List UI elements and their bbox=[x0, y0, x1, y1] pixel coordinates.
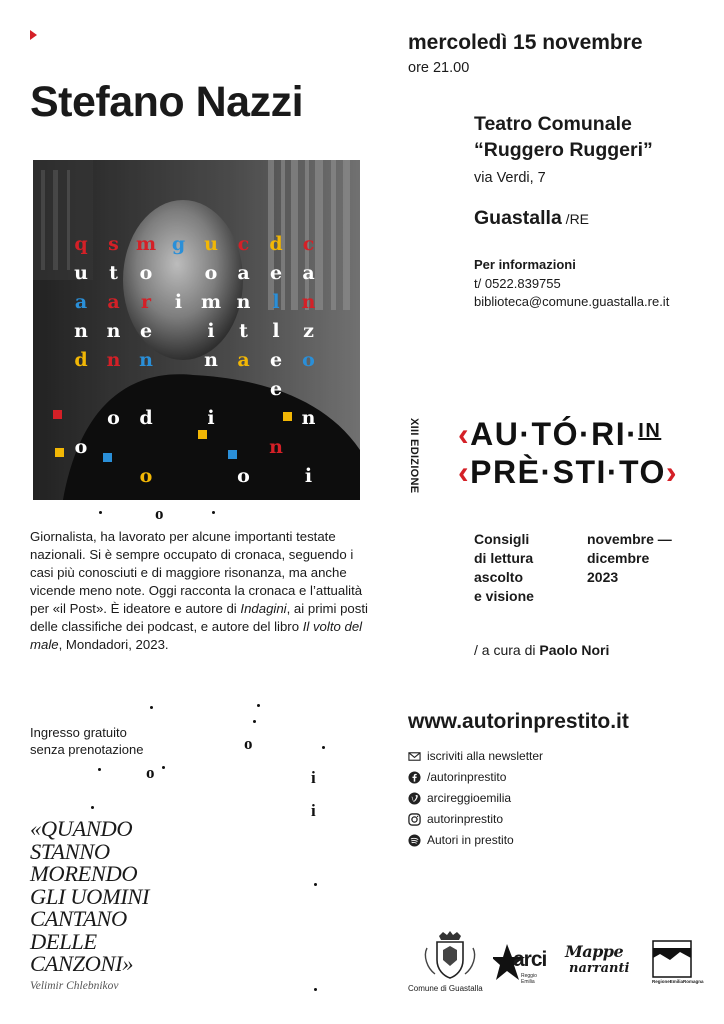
social-newsletter[interactable] bbox=[408, 749, 543, 763]
overlay-letter: d bbox=[139, 407, 153, 429]
overlay-letter: n bbox=[204, 349, 218, 371]
scatter-dot bbox=[91, 806, 94, 809]
venue-line-1: Teatro Comunale bbox=[474, 113, 632, 135]
period-line: dicembre bbox=[587, 550, 650, 566]
overlay-letter: q bbox=[74, 233, 88, 255]
festival-period bbox=[587, 530, 707, 587]
overlay-square bbox=[228, 450, 237, 459]
regione-logo-icon bbox=[652, 940, 692, 978]
sponsor-arci bbox=[493, 940, 549, 986]
overlay-letter: n bbox=[301, 291, 316, 313]
overlay-letter: z bbox=[303, 320, 314, 342]
info-phone[interactable]: t/ 0522.839755 bbox=[474, 276, 561, 291]
mappe-line-2: narranti bbox=[569, 961, 630, 976]
overlay-letter: r bbox=[140, 291, 152, 313]
overlay-letter: n bbox=[106, 349, 121, 371]
rubric-line: e visione bbox=[474, 588, 534, 604]
portrait-graphic bbox=[33, 160, 360, 500]
bio-text: Giornalista, ha lavorato per alcune importanti testate nazionali. Si è sempre occupato di cronaca, seguendo i casi più conosciuti e di maggiore risonanza, ma anche vicende meno note. Oggi racconta la cronaca e l’attualità per «il Post». È ideatore e autore di bbox=[30, 529, 363, 616]
overlay-letter: i bbox=[174, 291, 183, 313]
overlay-square bbox=[55, 448, 64, 457]
vimeo-icon bbox=[408, 792, 421, 805]
overlay-letter: t bbox=[109, 262, 118, 284]
event-date: mercoledì 15 novembre bbox=[408, 31, 643, 54]
arci-sub: Reggio Emilia bbox=[521, 973, 537, 985]
festival-rubric bbox=[474, 530, 574, 606]
scatter-dot bbox=[257, 704, 260, 707]
city-name: Guastalla bbox=[474, 207, 562, 229]
overlay-letter: o bbox=[139, 262, 153, 284]
arci-wordmark: arci bbox=[513, 948, 547, 971]
overlay-letter: m bbox=[135, 233, 157, 255]
logo-bracket-right: › bbox=[665, 454, 679, 490]
overlay-letter: l bbox=[272, 320, 280, 342]
coat-of-arms-icon bbox=[413, 930, 487, 980]
overlay-letter: g bbox=[171, 233, 186, 255]
quote-line: CANZONI» bbox=[30, 951, 134, 976]
overlay-square bbox=[198, 430, 207, 439]
logo-text-in: IN bbox=[638, 420, 662, 442]
scatter-dot bbox=[150, 706, 153, 709]
social-label: autorinprestito bbox=[427, 812, 504, 826]
overlay-letter: n bbox=[74, 320, 88, 342]
edition-label bbox=[406, 418, 420, 508]
overlay-letter: e bbox=[269, 349, 283, 371]
festival-logo-line-2 bbox=[458, 454, 678, 491]
social-label: arcireggioemilia bbox=[427, 791, 512, 805]
scatter-dot bbox=[98, 768, 101, 771]
overlay-letter: u bbox=[74, 262, 88, 284]
regione-label: RegioneEmiliaRomagna bbox=[652, 979, 704, 984]
period-line: 2023 bbox=[587, 569, 619, 585]
overlay-letter: d bbox=[74, 349, 88, 371]
overlay-letter: o bbox=[74, 436, 88, 458]
spotify-icon bbox=[408, 834, 421, 847]
scatter-letter: i bbox=[311, 768, 316, 787]
logo-bracket-left: ‹ bbox=[458, 454, 471, 490]
overlay-letter: o bbox=[302, 349, 315, 371]
mappe-line-1: Mappe bbox=[565, 942, 624, 961]
overlay-letter: a bbox=[107, 291, 120, 313]
sponsor-comune bbox=[408, 930, 487, 994]
facebook-icon bbox=[408, 771, 421, 784]
social-label: iscriviti alla newsletter bbox=[427, 749, 544, 763]
speaker-portrait bbox=[33, 160, 360, 500]
scatter-letter: o bbox=[244, 734, 253, 753]
quote-author: Velimir Chlebnikov bbox=[30, 980, 119, 992]
quote-line: MORENDO bbox=[30, 861, 138, 886]
overlay-letter: a bbox=[237, 349, 250, 371]
event-city bbox=[474, 207, 589, 230]
curator-prefix: / a cura di bbox=[474, 642, 540, 658]
scatter-dot bbox=[212, 511, 215, 514]
overlay-letter: e bbox=[269, 262, 283, 284]
scatter-letter: i bbox=[311, 801, 316, 820]
overlay-letter: e bbox=[139, 320, 153, 342]
overlay-letter: n bbox=[106, 320, 121, 342]
quote-line: GLI UOMINI bbox=[30, 883, 150, 909]
festival-curator bbox=[474, 642, 609, 658]
social-vimeo[interactable] bbox=[408, 791, 511, 805]
info-label: Per informazioni bbox=[474, 257, 576, 272]
entry-line-1: Ingresso gratuito bbox=[30, 725, 127, 740]
overlay-letter: d bbox=[269, 233, 283, 255]
overlay-letter: e bbox=[269, 378, 283, 400]
quote-line: «QUANDO bbox=[30, 816, 133, 841]
event-time: ore 21.00 bbox=[408, 60, 470, 76]
overlay-square bbox=[283, 412, 292, 421]
overlay-letter: o bbox=[204, 262, 218, 284]
overlay-letter: a bbox=[302, 262, 315, 284]
instagram-icon bbox=[408, 813, 421, 826]
logo-text-2: PRÈ·STI·TO bbox=[470, 454, 666, 490]
province: /RE bbox=[561, 211, 590, 227]
overlay-letter: o bbox=[237, 465, 250, 487]
quote-line: CANTANO bbox=[30, 906, 127, 931]
overlay-square bbox=[103, 453, 112, 462]
overlay-letter: o bbox=[139, 465, 153, 487]
info-email[interactable]: biblioteca@comune.guastalla.re.it bbox=[474, 294, 670, 309]
scatter-letter: o bbox=[146, 763, 155, 782]
logo-bracket-left: ‹ bbox=[458, 416, 471, 452]
overlay-letter: a bbox=[237, 262, 250, 284]
overlay-letter: i bbox=[304, 465, 313, 487]
social-facebook[interactable] bbox=[408, 770, 506, 784]
curator-name: Paolo Nori bbox=[539, 642, 610, 658]
overlay-letter: n bbox=[301, 407, 316, 429]
overlay-letter: n bbox=[236, 291, 251, 313]
entry-line-2: senza prenotazione bbox=[30, 742, 144, 757]
overlay-letter: n bbox=[269, 436, 283, 458]
scatter-dot bbox=[253, 720, 256, 723]
overlay-letter: s bbox=[108, 233, 119, 255]
overlay-letter: n bbox=[139, 349, 153, 371]
overlay-letter: a bbox=[74, 291, 88, 313]
bio-text-cont: , ai primi posti delle classifiche dei podcast, e autore del libro bbox=[30, 601, 368, 634]
social-label: /autorinprestito bbox=[427, 770, 507, 784]
bio-text-end: , Mondadori, 2023. bbox=[58, 637, 169, 652]
sponsor-regione bbox=[652, 940, 704, 986]
rubric-line: ascolto bbox=[474, 569, 524, 585]
logo-text-1: AU·TÓ·RI· bbox=[470, 416, 639, 452]
scatter-dot bbox=[322, 746, 325, 749]
overlay-letter: t bbox=[239, 320, 248, 342]
comune-label: Comune di Guastalla bbox=[408, 984, 483, 993]
rubric-line: Consigli bbox=[474, 531, 530, 547]
quote-line: STANNO bbox=[30, 838, 110, 864]
overlay-letter: c bbox=[302, 233, 315, 255]
quote bbox=[30, 818, 210, 976]
social-spotify[interactable] bbox=[408, 833, 514, 847]
entry-info bbox=[30, 724, 230, 758]
event-venue bbox=[474, 111, 653, 163]
scatter-letter: o bbox=[155, 504, 164, 523]
bio-book-title: Il volto del male bbox=[30, 619, 363, 652]
mail-icon bbox=[408, 750, 421, 763]
overlay-square bbox=[53, 410, 62, 419]
speaker-name: Stefano Nazzi bbox=[30, 78, 304, 126]
scatter-dot bbox=[162, 766, 165, 769]
sponsor-mappe-narranti bbox=[565, 942, 635, 986]
overlay-letter: i bbox=[207, 407, 215, 429]
website-link[interactable]: www.autorinprestito.it bbox=[408, 710, 629, 733]
period-line: novembre — bbox=[587, 531, 672, 547]
overlay-letter: c bbox=[237, 233, 250, 255]
overlay-letter: m bbox=[200, 291, 222, 313]
rubric-line: di lettura bbox=[474, 550, 534, 566]
overlay-letter: i bbox=[207, 320, 215, 342]
overlay-letter: u bbox=[204, 233, 218, 255]
edition-text: XIII EDIZIONE bbox=[408, 418, 420, 494]
scatter-dot bbox=[314, 883, 317, 886]
overlay-letter: l bbox=[272, 291, 280, 313]
venue-line-2: “Ruggero Ruggeri” bbox=[474, 139, 653, 161]
overlay-letter: o bbox=[107, 407, 120, 429]
quote-line: DELLE bbox=[30, 928, 97, 954]
social-instagram[interactable] bbox=[408, 812, 503, 826]
social-label: Autori in prestito bbox=[427, 833, 514, 847]
festival-logo-line-1 bbox=[458, 416, 661, 453]
event-address: via Verdi, 7 bbox=[474, 170, 546, 186]
bio-podcast-title: Indagini bbox=[240, 601, 287, 616]
scatter-dot bbox=[314, 988, 317, 991]
chevron-marker-icon bbox=[30, 30, 37, 40]
scatter-dot bbox=[99, 511, 102, 514]
speaker-bio bbox=[30, 528, 370, 654]
